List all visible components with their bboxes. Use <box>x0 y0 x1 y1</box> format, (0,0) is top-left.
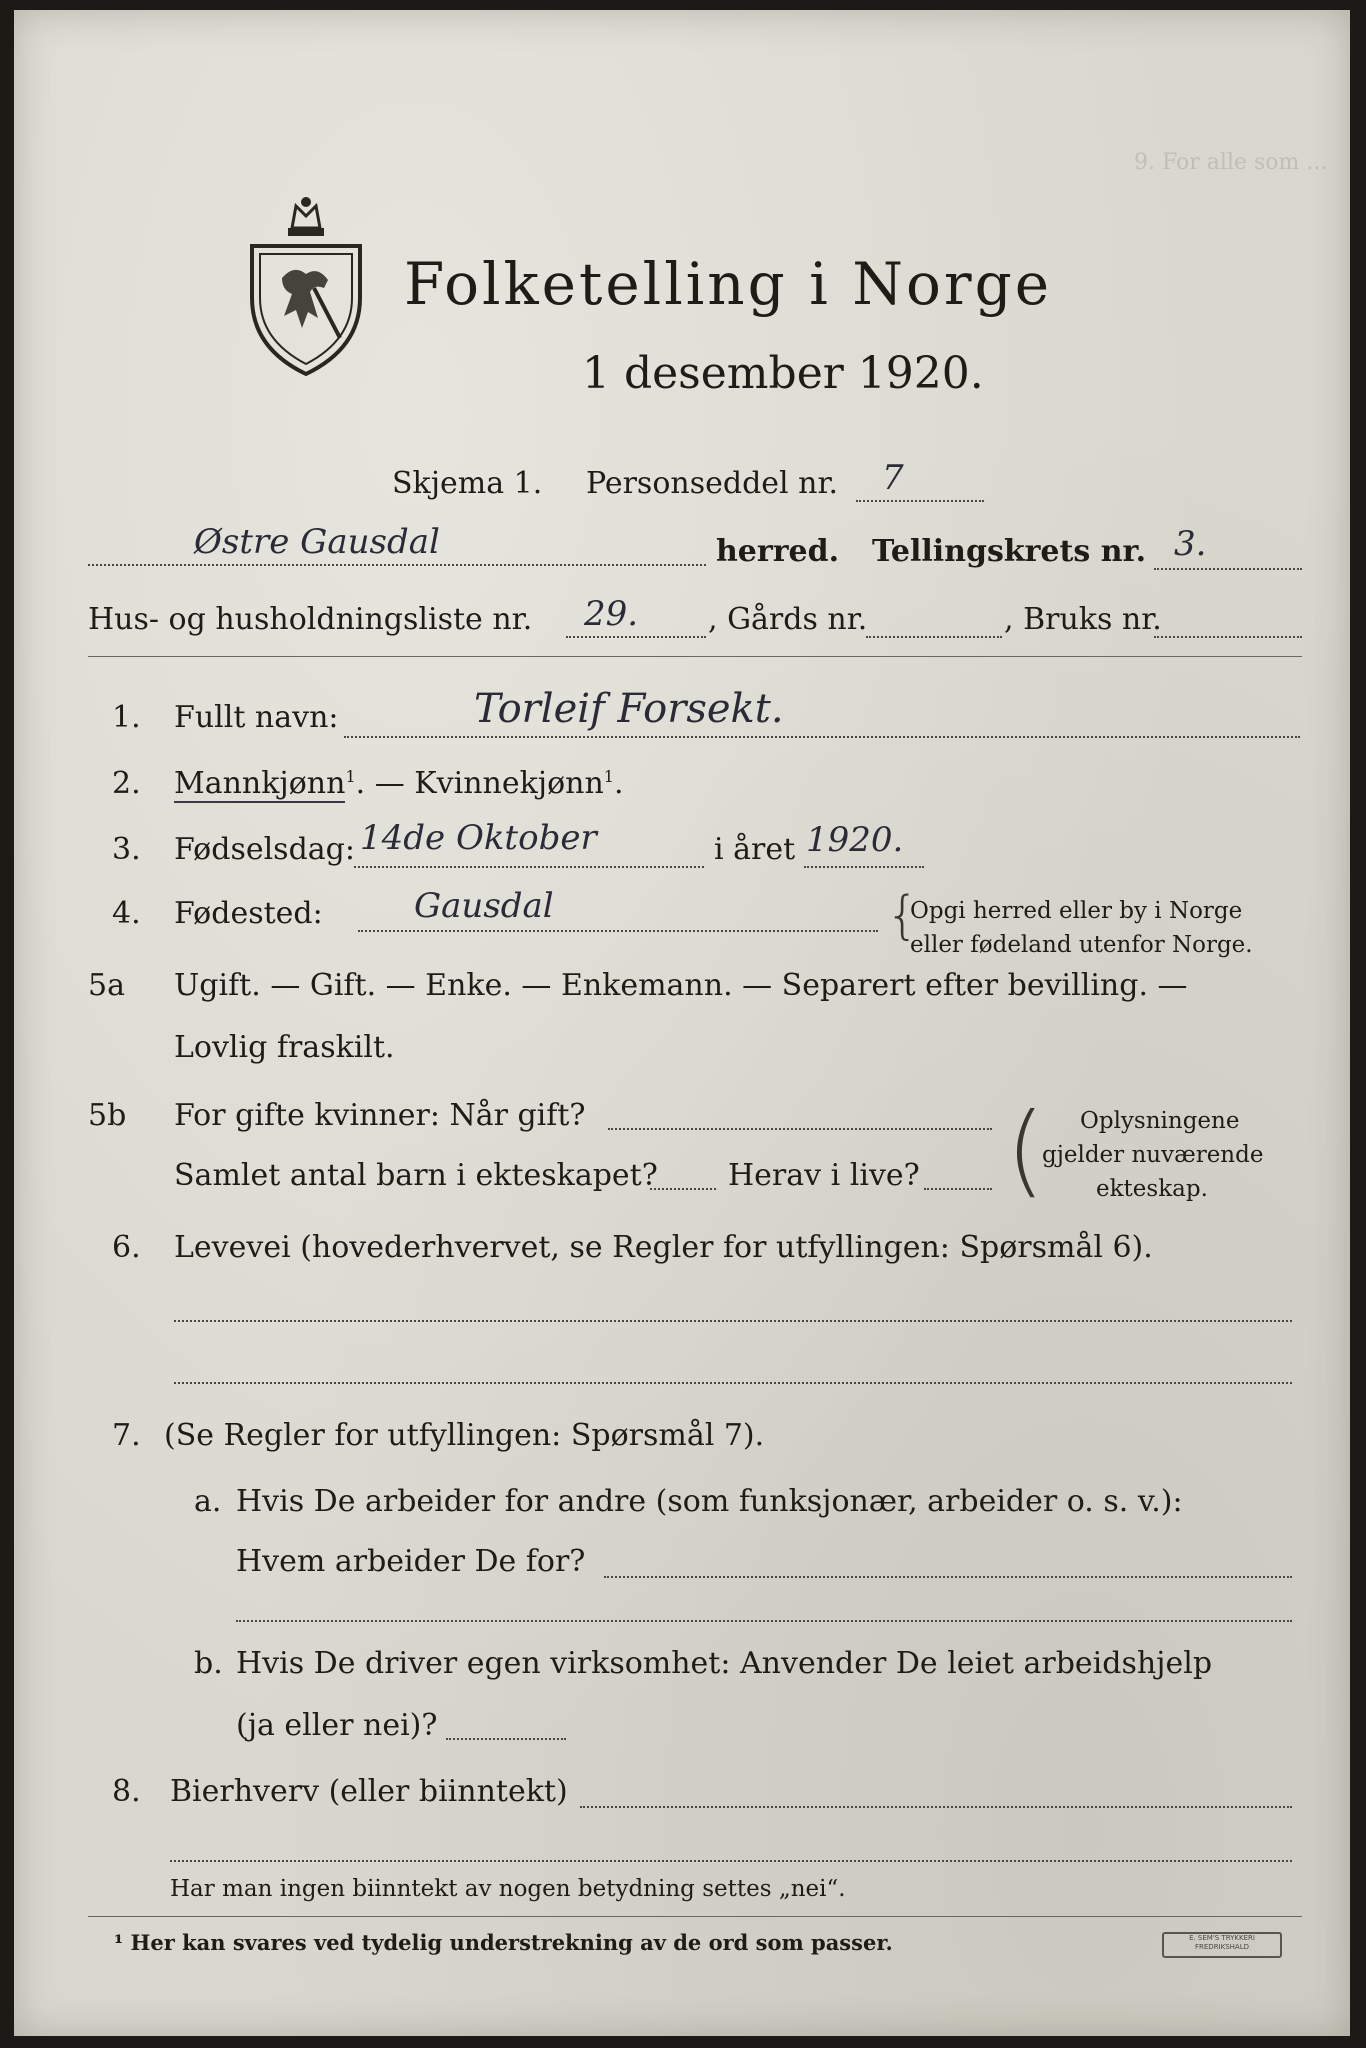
q5b-number: 5b <box>88 1098 127 1133</box>
q5b-note2: gjelder nuværende <box>1042 1142 1264 1168</box>
coat-of-arms-icon <box>244 188 369 382</box>
footnote: ¹ Her kan svares ved tydelig understrekning av de ord som passer. <box>114 1930 893 1955</box>
q7-number: 7. <box>112 1418 141 1453</box>
tellingskrets-value[interactable]: 3. <box>1174 524 1207 564</box>
q7b-number: b. <box>194 1646 223 1681</box>
q7a-line1: Hvis De arbeider for andre (som funksjonær, arbeider o. s. v.): <box>236 1484 1183 1519</box>
q7a-line2: Hvem arbeider De for? <box>236 1544 586 1579</box>
q3-value[interactable]: 14de Oktober <box>360 818 597 858</box>
printer-stamp <box>1162 1932 1282 1958</box>
q8-number: 8. <box>112 1774 141 1809</box>
q3-label: Fødselsdag: <box>174 832 355 867</box>
q5b-note3: ekteskap. <box>1096 1176 1208 1202</box>
personseddel-value[interactable]: 7 <box>882 458 904 498</box>
q4-value[interactable]: Gausdal <box>414 886 554 926</box>
census-form-page <box>14 10 1350 2036</box>
q1-line <box>344 736 1300 738</box>
q3-number: 3. <box>112 832 141 867</box>
tellingskrets-label: Tellingskrets nr. <box>872 534 1147 569</box>
form-title: Folketelling i Norge <box>404 250 1053 318</box>
bruks-line <box>1154 636 1302 638</box>
q7a-answer-line2 <box>236 1620 1292 1622</box>
herred-value[interactable]: Østre Gausdal <box>194 522 440 562</box>
q7-label: (Se Regler for utfyllingen: Spørsmål 7). <box>164 1418 765 1453</box>
q5a-options[interactable]: Ugift. — Gift. — Enke. — Enkemann. — Separert efter bevilling. — <box>174 968 1188 1003</box>
q5b-alive-label: Herav i live? <box>728 1158 920 1193</box>
q6-line1 <box>174 1320 1292 1322</box>
q8-note: Har man ingen biinntekt av nogen betydning settes „nei“. <box>170 1876 846 1902</box>
q3-year-value[interactable]: 1920. <box>806 820 904 860</box>
q4-number: 4. <box>112 896 141 931</box>
q6-label: Levevei (hovederhvervet, se Regler for utfyllingen: Spørsmål 6). <box>174 1230 1153 1265</box>
q8-answer-line <box>580 1806 1292 1808</box>
bruks-label: , Bruks nr. <box>1004 602 1162 637</box>
q5a-options-line2[interactable]: Lovlig fraskilt. <box>174 1030 395 1065</box>
q2-male-option[interactable]: Mannkjønn <box>174 766 346 801</box>
q6-number: 6. <box>112 1230 141 1265</box>
q2-options: Mannkjønn$^1$. — Kvinnekjønn$^1$. <box>174 766 624 801</box>
q3-date-line <box>354 866 704 868</box>
husliste-label: Hus- og husholdningsliste nr. <box>88 602 533 637</box>
q4-note-line1: Opgi herred eller by i Norge <box>910 898 1243 924</box>
q2-female-option[interactable]: Kvinnekjønn <box>414 766 604 801</box>
skjema-label: Skjema 1. <box>392 466 543 501</box>
q2-end: . <box>613 766 624 801</box>
tellingskrets-line <box>1154 568 1302 570</box>
bleed-through-text: 9. For alle som ... <box>1134 150 1328 175</box>
printer-stamp-text: E. SEM'S TRYKKERI FREDRIKSHALD <box>1189 1934 1255 1951</box>
husliste-line <box>566 636 706 638</box>
q4-line <box>358 930 878 932</box>
q2-number: 2. <box>112 766 141 801</box>
q7b-line2: (ja eller nei)? <box>236 1708 438 1743</box>
q5b-children-line <box>650 1188 716 1190</box>
q5b-married-line <box>608 1128 992 1130</box>
q6-line2 <box>174 1382 1292 1384</box>
gards-label: , Gårds nr. <box>708 602 868 637</box>
personseddel-label: Personseddel nr. <box>586 466 839 501</box>
q7b-line1: Hvis De driver egen virksomhet: Anvender De leiet arbeidshjelp <box>236 1646 1213 1681</box>
q7a-answer-line <box>604 1576 1292 1578</box>
footnote-divider <box>88 1916 1302 1917</box>
q7a-number: a. <box>194 1484 222 1519</box>
husliste-value[interactable]: 29. <box>584 594 639 634</box>
q4-brace: { <box>886 886 920 946</box>
q3-year-label: i året <box>714 832 796 867</box>
q5a-number: 5a <box>88 968 125 1003</box>
q5b-line1: For gifte kvinner: Når gift? <box>174 1098 586 1133</box>
q8-label: Bierhverv (eller biinntekt) <box>170 1774 568 1809</box>
q1-value[interactable]: Torleif Forsekt. <box>474 686 784 732</box>
q5b-brace: ( <box>1006 1091 1046 1208</box>
gards-line <box>866 636 1002 638</box>
q5b-children-label: Samlet antal barn i ekteskapet? <box>174 1158 658 1193</box>
q1-label: Fullt navn: <box>174 700 339 735</box>
q8-answer-line2 <box>170 1860 1292 1862</box>
q4-label: Fødested: <box>174 896 323 931</box>
census-date: 1 desember 1920. <box>582 348 984 399</box>
herred-label: herred. <box>716 534 840 569</box>
header-divider <box>88 656 1302 657</box>
q2-separator: . — <box>355 766 415 801</box>
q3-year-line <box>804 866 924 868</box>
q1-number: 1. <box>112 700 141 735</box>
personseddel-line <box>856 500 984 502</box>
q5b-alive-line <box>924 1188 992 1190</box>
q5b-note1: Oplysningene <box>1080 1108 1240 1134</box>
q7b-answer-line <box>446 1738 566 1740</box>
herred-line <box>88 564 706 566</box>
q4-note-line2: eller fødeland utenfor Norge. <box>910 932 1253 958</box>
